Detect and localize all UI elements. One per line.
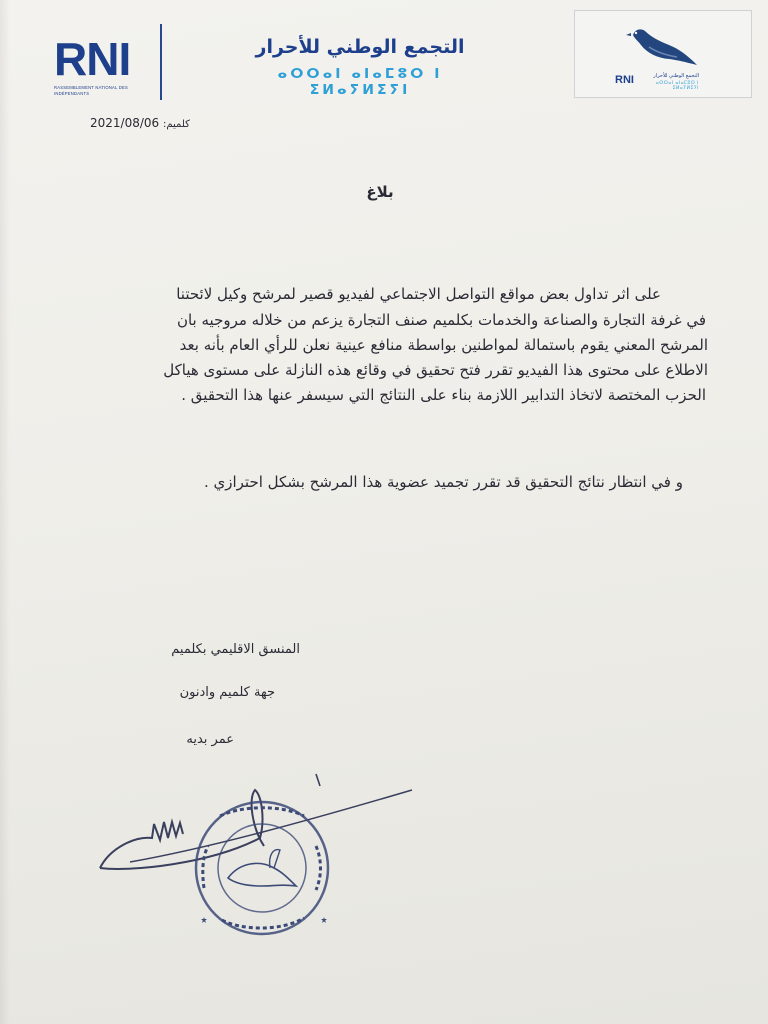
rni-logo-text: RNI [54,33,131,85]
body-line: على اثر تداول بعض مواقع التواصل الاجتماعي لفيديو قصير لمرشح وكيل لائحتنا [176,285,661,303]
rni-logo-subtitle: RASSEMBLEMENT NATIONAL DES INDÉPENDANTS [54,85,128,96]
signatory-region: جهة كلميم وادنون [179,685,275,700]
emblem-tifinagh-text: ⴰⵔⵔⴰⵏ ⴰⵏⴰⵎⵓⵔ ⵏ ⵉⵍⴰⵢⵍⵉⵢⵏ [655,81,699,91]
party-name-tifinagh: ⴰⵔⵔⴰⵏ ⴰⵏⴰⵎⵓⵔ ⵏ ⵉⵍⴰⵢⵍⵉⵢⵏ [277,66,443,98]
body-line: الحزب المختصة لاتخاذ التدابير اللازمة بناء على النتائج التي سيسفر عنها هذا التحقيق . [181,386,706,404]
document-date: 2021/08/06 [90,116,160,130]
rni-logo [52,34,172,100]
place-label: كلميم: [163,119,190,130]
party-emblem-box [574,10,752,98]
date-line [90,116,190,130]
body-line: في غرفة التجارة والصناعة والخدمات بكلميم صنف التجارة يزعم من خلاله مروجيه بان [176,311,706,329]
signature-stamp-graphic [90,768,430,958]
signature-and-stamp [90,768,430,962]
dove-icon [625,15,701,75]
signatory-role: المنسق الاقليمي بكلميم [171,642,300,657]
document-title: بلاغ [366,183,394,201]
header-divider [160,24,162,100]
closing-line: و في انتظار نتائج التحقيق قد تقرر تجميد عضوية هذا المرشح بشكل احترازي . [203,473,683,491]
body-line: الاطلاع على محتوى هذا الفيديو تقرر فتح تحقيق في وقائع هذه النازلة على مستوى هياكل [163,361,708,379]
party-name-arabic: التجمع الوطني للأحرار [255,36,465,58]
emblem-arabic-text: التجمع الوطني للأحرار [653,73,699,79]
signatory-name: عمر بديه [186,732,234,747]
body-line: المرشح المعني يقوم باستمالة لمواطنين بواسطة منافع عينية نعلن للرأي العام بأنه بعد [179,336,708,354]
emblem-rni-text: RNI [615,74,634,86]
